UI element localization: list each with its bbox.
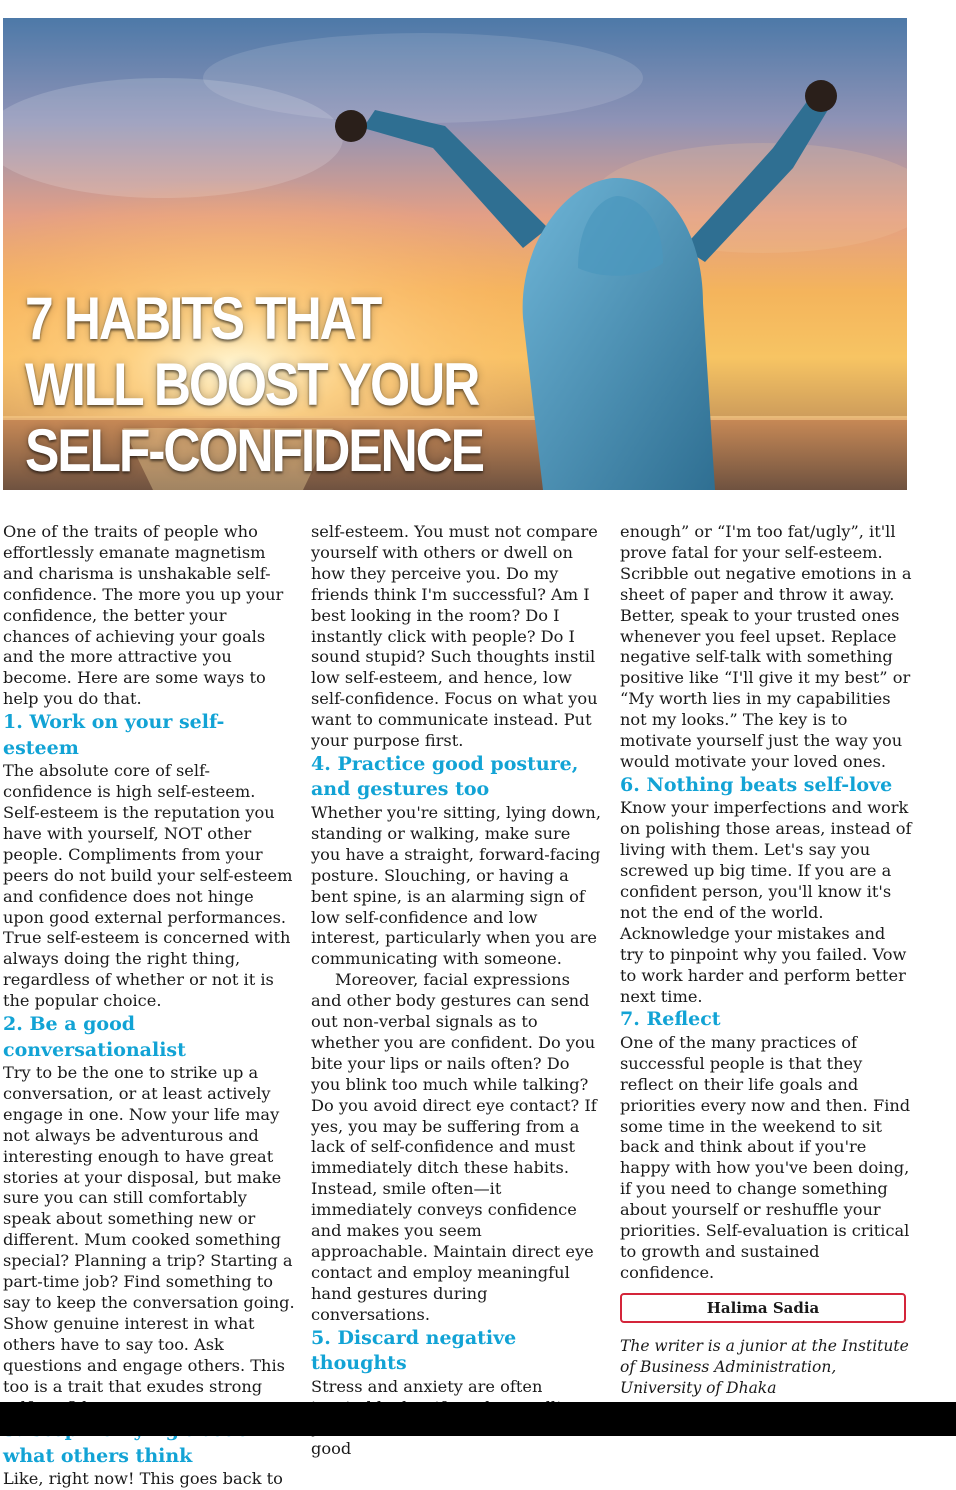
body-paragraph: Whether you're sitting, lying down, standing or walking, make sure you have a straight, forward-facing posture. Slouching, or having a bent spine, is an alarming sign of low self-confidence and low interest, particularly when you are communicating with someone.	[311, 802, 601, 969]
article-column-1	[3, 522, 295, 1490]
section-heading: 5. Discard negative thoughts	[311, 1326, 517, 1375]
headline-line: SELF-CONFIDENCE	[25, 417, 483, 484]
body-paragraph: Stress and anxiety are often good	[311, 1376, 543, 1459]
headline	[25, 286, 483, 484]
article-column-3	[620, 522, 912, 1284]
author-bio: The writer is a junior at the Institute of Business Administration, University of Dhaka	[620, 1337, 909, 1397]
author-byline: Halima Sadia	[620, 1293, 906, 1323]
section-heading: 2. Be a good conversationalist	[3, 1013, 186, 1061]
headline-line: 7 HABITS THAT	[25, 285, 381, 352]
article-column-2	[311, 522, 601, 1460]
hero-image	[3, 18, 907, 490]
section-heading: what others think	[3, 1444, 193, 1467]
body-paragraph: Try to be the one to strike up a conversation, or at least actively engage in one. Now your life may not always be adventurous and interesting enough to have great stories at your disposal, but make sure you can still comfortably speak about something new or different. Mum cooked something special? Planning a trip? Starting a part-time job? Find something to say to keep the conversation going. Show genuine interest in what others have to say too. Ask questions and engage others. This too is a trait that exudes strong	[3, 1063, 295, 1396]
body-paragraph: One of the many practices of successful people is that they reflect on their life goals and priorities every now and then. Find some time in the weekend to sit back and think about if you're happy with how you've been doing, if you need to change something about yourself or reshuffle your priorities. Self-evaluation is critical to growth and sustained confidence.	[620, 1032, 911, 1282]
body-paragraph: Like, right now! This goes back to	[3, 1469, 283, 1489]
body-paragraph: enough” or “I'm too fat/ugly”, it'll prove fatal for your self-esteem. Scribble out negative emotions in a sheet of paper and throw it away. Better, speak to your trusted ones whenever you feel upset. Replace negative self-talk with something positive like “I'll give it my best” or “My worth lies in my capabilities not my looks.” The key is to motivate yourself just the way you would motivate your loved ones.	[620, 522, 912, 771]
section-heading: 4. Practice good posture, and gestures too	[311, 752, 579, 801]
section-heading: 1. Work on your self-esteem	[3, 711, 225, 759]
section-heading: 6. Nothing beats self-love	[620, 773, 893, 796]
body-paragraph: Know your imperfections and work on polishing those areas, instead of living with them. Let's say you screwed up big time. If you are a confident person, you'll know it's not the end of the world. Acknowledge your mistakes and try to pinpoint why you failed. Vow to work harder and perform better next time.	[620, 798, 912, 1006]
intro-paragraph: One of the traits of people who effortlessly emanate magnetism and charisma is unshakable self-confidence. The more you up your confidence, the better your chances of achieving your goals and the more attractive you become. Here are some ways to help you do that.	[3, 522, 284, 709]
headline-line: WILL BOOST YOUR	[25, 351, 479, 418]
body-paragraph: Moreover, facial expressions and other body gestures can send out non-verbal signals as to whether you are confident. Do you bite your lips or nails often? Do you blink too much while talking? Do you avoid direct eye contact? If yes, you may be suffering from a lack of self-confidence and must immediately ditch these habits. Instead, smile often—it immediately conveys confidence and makes you seem approachable. Maintain direct eye contact and employ meaningful hand gestures during conversations.	[311, 970, 597, 1324]
footer-bar	[0, 1402, 956, 1436]
body-paragraph: The absolute core of self-confidence is high self-esteem. Self-esteem is the reputation you have with yourself, NOT other people. Compliments from your peers do not build your self-esteem and confidence does not hinge upon good external performances. True self-esteem is concerned with always doing the right thing, regardless of whether or not it is the popular choice.	[3, 761, 293, 1011]
section-heading: 7. Reflect	[620, 1008, 721, 1031]
body-paragraph: self-esteem. You must not compare yourself with others or dwell on how they perceive you. Do my friends think I'm successful? Am I best looking in the room? Do I instantly click with people? Do I sound stupid? Such thoughts instil low self-esteem, and hence, low self-confidence. Focus on what you want to communicate instead. Put your purpose first.	[311, 522, 598, 751]
